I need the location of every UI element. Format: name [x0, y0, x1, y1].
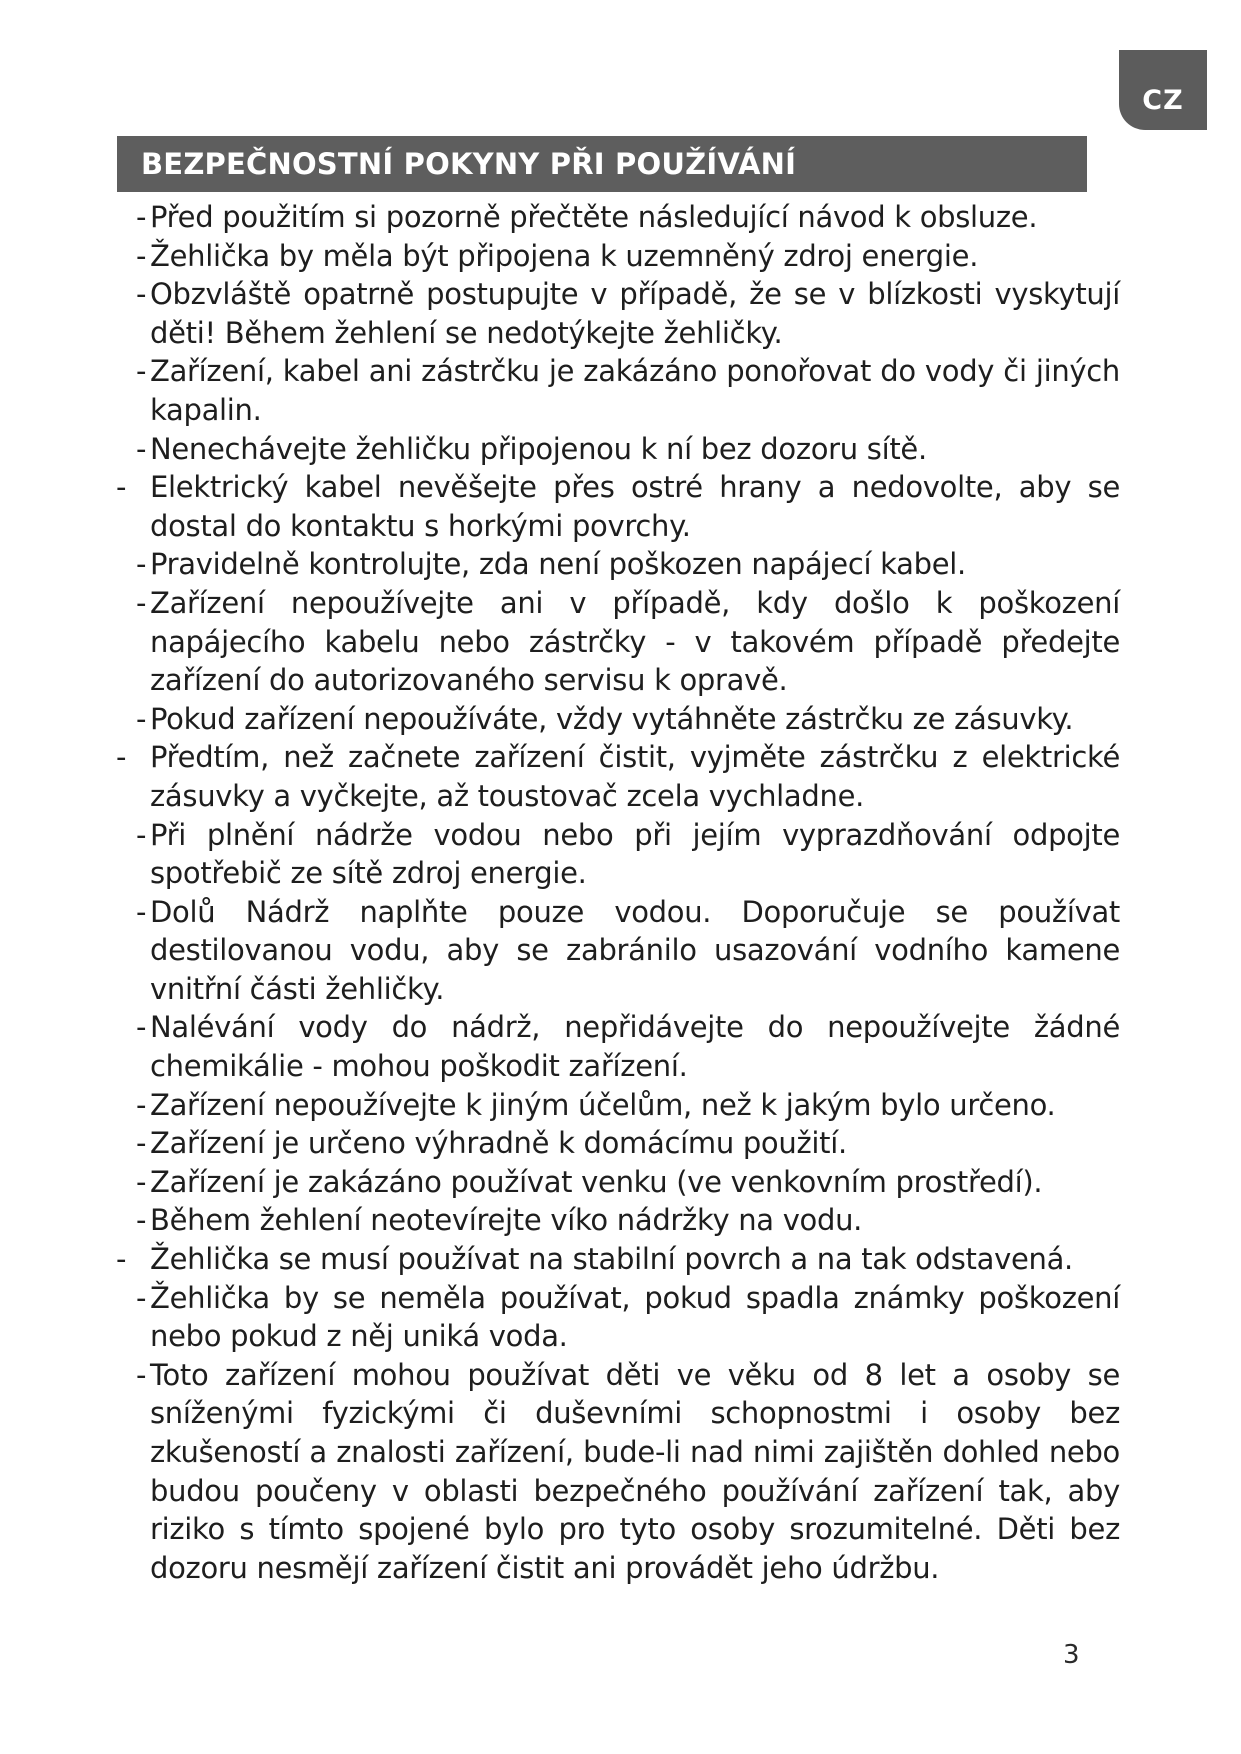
list-item: - Dolů Nádrž naplňte pouze vodou. Doporučuje se používat destilovanou vodu, aby se zabránilo usazování vodního kamene vnitřní části žehličky. [136, 894, 1120, 1006]
list-item: - Zařízení nepoužívejte ani v případě, kdy došlo k poškození napájecího kabelu nebo zástrčky - v takovém případě předejte zařízení do autorizovaného servisu k opravě. [136, 585, 1120, 698]
list-item: - Před použitím si pozorně přečtěte následující návod k obsluze. [136, 200, 1038, 234]
list-item: - Pravidelně kontrolujte, zda není poškozen napájecí kabel. [136, 547, 966, 582]
list-item: - Obzvláště opatrně postupujte v případě, že se v blízkosti vyskytují děti! Během žehlení se nedotýkejte žehličky. [136, 277, 1120, 350]
list-item: - Zařízení je určeno výhradně k domácímu použití. [136, 1126, 847, 1161]
page-number: 3 [1063, 1640, 1080, 1670]
list-item: - Zařízení nepoužívejte k jiným účelům, než k jakým bylo určeno. [136, 1087, 1056, 1122]
list-item: - Zařízení je zakázáno používat venku (ve venkovním prostředí). [136, 1164, 1043, 1199]
list-item: - Při plnění nádrže vodou nebo při jejím vyprazdňování odpojte spotřebič ze sítě zdroj energie. [136, 817, 1120, 891]
safety-instructions-list [110, 198, 1120, 1587]
list-item: - Žehlička by měla být připojena k uzemněný zdroj energie. [136, 238, 979, 273]
list-item: - Zařízení, kabel ani zástrčku je zakázáno ponořovat do vody či jiných kapalin. [136, 354, 1120, 427]
list-item: - Předtím, než začnete zařízení čistit, vyjměte zástrčku z elektrické zásuvky a vyčkejte, až toustovač zcela vychladne. [116, 740, 1120, 813]
list-item: - Žehlička by se neměla používat, pokud spadla známky poškození nebo pokud z něj uniká voda. [136, 1280, 1120, 1354]
list-item: - Během žehlení neotevírejte víko nádržky na vodu. [136, 1203, 863, 1238]
list-item: - Toto zařízení mohou používat děti ve věku od 8 let a osoby se sníženými fyzickými či duševními schopnostmi i osoby bez zkušeností a znalosti zařízení, bude-li nad nimi zajištěn dohled nebo budou poučeny v oblasti bezpečného používání zařízení tak, aby riziko s tímto spojené bylo pro tyto osoby srozumitelné. Děti bez dozoru nesmějí zařízení čistit ani provádět jeho údržbu. [136, 1357, 1120, 1585]
list-item: - Nenechávejte žehličku připojenou k ní bez dozoru sítě. [136, 431, 927, 466]
list-item: - Žehlička se musí používat na stabilní povrch a na tak odstavená. [116, 1242, 1073, 1277]
list-item: - Pokud zařízení nepoužíváte, vždy vytáhněte zástrčku ze zásuvky. [136, 701, 1074, 736]
list-item: - Nalévání vody do nádrž, nepřidávejte do nepoužívejte žádné chemikálie - mohou poškodit zařízení. [136, 1010, 1120, 1084]
list-item: - Elektrický kabel nevěšejte přes ostré hrany a nedovolte, aby se dostal do kontaktu s horkými povrchy. [116, 470, 1120, 543]
language-tab: CZ [1119, 50, 1207, 130]
section-title: BEZPEČNOSTNÍ POKYNY PŘI POUŽÍVÁNÍ [117, 136, 1087, 192]
